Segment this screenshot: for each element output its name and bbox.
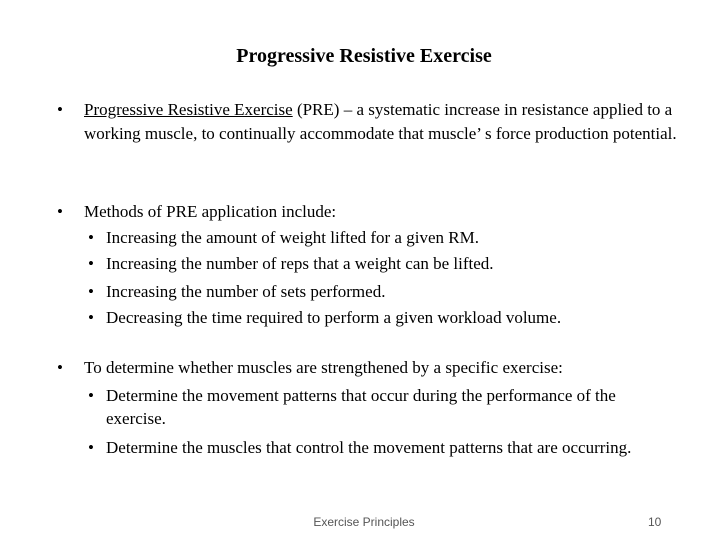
determine-strengthening-text: To determine whether muscles are strengthened by a specific exercise: (84, 358, 563, 377)
bullet-determine-strengthening (57, 356, 687, 380)
sub-bullet-marker: • (88, 228, 94, 247)
slide-title: Progressive Resistive Exercise (236, 45, 492, 67)
bullet-marker: • (57, 358, 63, 377)
sub-bullet-text: Decreasing the time required to perform a given workload volume. (106, 308, 562, 327)
sub-bullet-text: Determine the muscles that control the movement patterns that are occurring. (106, 438, 632, 457)
footer-title: Exercise Principles (313, 515, 415, 529)
sub-bullet-marker: • (88, 308, 94, 327)
sub-bullet-marker: • (88, 282, 94, 301)
sub-bullet (88, 436, 678, 459)
bullet-marker: • (57, 202, 63, 221)
page-number: 10 (648, 515, 662, 529)
pre-term: Progressive Resistive Exercise (84, 100, 293, 119)
bullet-marker: • (57, 100, 63, 119)
sub-bullet-marker: • (88, 254, 94, 273)
pre-definition-text: (PRE) – a systematic increase in resistance applied to a working muscle, to continually accommodate that muscle’ s force production potential. (84, 100, 677, 143)
sub-bullet (88, 252, 688, 275)
sub-bullet-text: Determine the movement patterns that occur during the performance of the exercise. (106, 386, 616, 428)
sub-bullet-text: Increasing the amount of weight lifted for a given RM. (106, 228, 479, 247)
sub-bullet-marker: • (88, 386, 94, 405)
bullet-pre-methods (57, 200, 687, 224)
sub-bullet-marker: • (88, 438, 94, 457)
sub-bullet-text: Increasing the number of reps that a weight can be lifted. (106, 254, 494, 273)
sub-bullet (88, 384, 678, 430)
sub-bullet-text: Increasing the number of sets performed. (106, 282, 386, 301)
sub-bullet (88, 280, 688, 303)
sub-bullet (88, 306, 688, 329)
bullet-pre-definition (57, 98, 687, 146)
sub-bullet (88, 226, 688, 249)
pre-methods-text: Methods of PRE application include: (84, 202, 337, 221)
